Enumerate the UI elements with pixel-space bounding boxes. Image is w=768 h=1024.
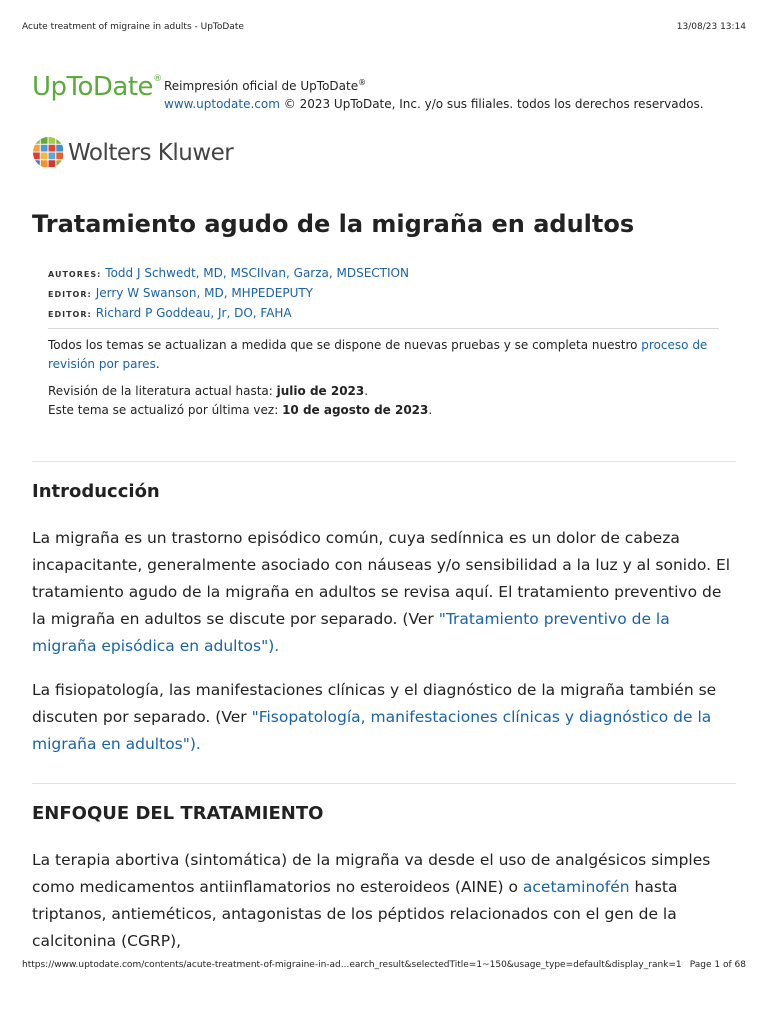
wolters-kluwer-logo	[32, 134, 272, 172]
reprint-line: Reimpresión oficial de UpToDate	[164, 79, 359, 93]
acetaminophen-link[interactable]: acetaminofén	[522, 878, 630, 896]
section-heading-introduction: Introducción	[32, 481, 160, 502]
editor-row: EDITOR: Richard P Goddeau, Jr, DO, FAHA	[48, 306, 292, 320]
review-dates: Revisión de la literatura actual hasta: julio de 2023. Este tema se actualizó por última vez: 10 de agosto de 2023.	[48, 384, 433, 417]
literature-review-date: julio de 2023	[276, 384, 365, 398]
brand-bar	[32, 70, 732, 118]
editor-link[interactable]: Jerry W Swanson, MD, MHPEDEPUTY	[95, 286, 314, 300]
update-note: Todos los temas se actualizan a medida que se dispone de nuevas pruebas y se completa nuestro proceso de revisión por pares.	[48, 338, 708, 371]
divider	[48, 328, 719, 329]
last-updated-date: 10 de agosto de 2023	[282, 403, 429, 417]
editor-row: EDITOR: Jerry W Swanson, MD, MHPEDEPUTY	[48, 286, 314, 300]
approach-paragraph-1: La terapia abortiva (sintomática) de la migraña va desde el uso de analgésicos simples como medicamentos antiinflamatorios no esteroideos (AINE) o acetaminofén hasta triptanos, antieméticos, antagonistas de los péptidos relacionados con el gen de la calcitonina (CGRP),	[32, 851, 711, 950]
print-footer-url: https://www.uptodate.com/contents/acute-treatment-of-migraine-in-ad...earch_result&selectedTitle=1~150&usage_type=default&display_rank=1	[22, 960, 682, 970]
authors-link[interactable]: Todd J Schwedt, MD, MSCIIvan, Garza, MDSECTION	[105, 266, 409, 280]
section-heading-approach: ENFOQUE DEL TRATAMIENTO	[32, 803, 324, 824]
print-footer	[22, 960, 746, 974]
print-header	[22, 22, 746, 36]
page-title: Tratamiento agudo de la migraña en adultos	[32, 210, 635, 238]
uptodate-site-link[interactable]: www.uptodate.com	[164, 97, 280, 111]
author-block	[48, 264, 728, 324]
reprint-notice: Reimpresión oficial de UpToDate® www.uptodate.com © 2023 UpToDate, Inc. y/o sus filiales. todos los derechos reservados.	[164, 78, 704, 111]
copyright-text: © 2023 UpToDate, Inc. y/o sus filiales. todos los derechos reservados.	[279, 97, 704, 111]
preventive-treatment-link[interactable]: "Tratamiento preventivo de la migraña episódica en adultos").	[32, 610, 670, 655]
divider	[32, 461, 736, 462]
print-header-title: Acute treatment of migraine in adults - UpToDate	[22, 22, 244, 32]
uptodate-logo: UpToDate®	[32, 72, 162, 102]
page-number: Page 1 of 68	[689, 960, 746, 970]
publisher-name: Wolters Kluwer	[68, 140, 234, 166]
globe-icon	[32, 136, 65, 169]
intro-paragraph-2: La fisiopatología, las manifestaciones clínicas y el diagnóstico de la migraña también se discuten por separado. (Ver "Fisopatología, manifestaciones clínicas y diagnóstico de la migraña en adultos").	[32, 681, 717, 753]
editor-link[interactable]: Richard P Goddeau, Jr, DO, FAHA	[95, 306, 292, 320]
intro-paragraph-1: La migraña es un trastorno episódico común, cuya sedínnica es un dolor de cabeza incapacitante, generalmente asociado con náuseas y/o sensibilidad a la luz y al sonido. El tratamiento agudo de la migraña en adultos se revisa aquí. El tratamiento preventivo de la migraña en adultos se discute por separado. (Ver "Tratamiento preventivo de la migraña episódica en adultos").	[32, 529, 731, 655]
peer-review-link[interactable]: proceso de revisión por pares	[48, 338, 708, 371]
pathophysiology-link[interactable]: "Fisopatología, manifestaciones clínicas y diagnóstico de la migraña en adultos").	[32, 708, 712, 753]
divider	[32, 783, 736, 784]
print-header-datetime: 13/08/23 13:14	[676, 22, 746, 32]
authors-row: AUTORES: Todd J Schwedt, MD, MSCIIvan, Garza, MDSECTION	[48, 266, 409, 280]
